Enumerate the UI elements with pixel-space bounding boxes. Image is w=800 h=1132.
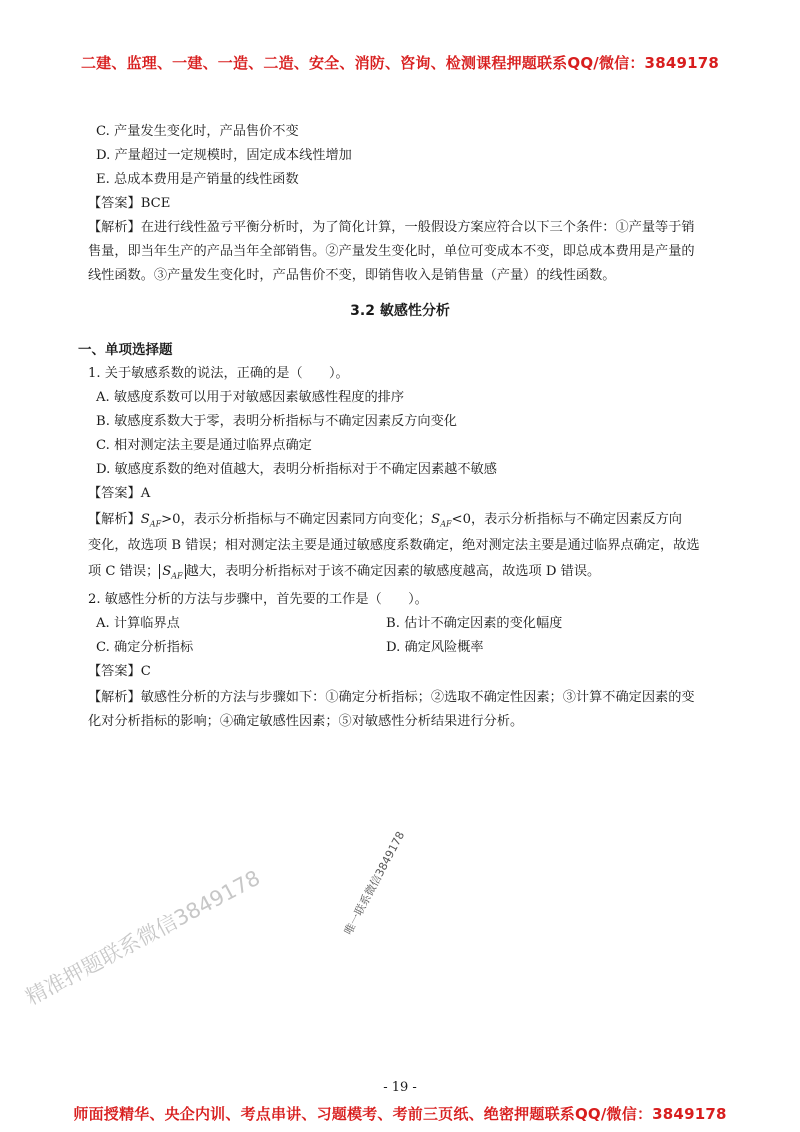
page-number: - 19 -: [383, 1080, 417, 1095]
q1-analysis-line-3: 项 C 错误； $S_{AF}$ 越大，表明分析指标对于该不确定因素的敏感度越高，故选项 D 错误。: [88, 564, 601, 581]
section-title: 3.2 敏感性分析: [350, 303, 450, 319]
q1-stem: 1. 关于敏感系数的说法，正确的是（ ）。: [88, 366, 349, 381]
q2-option-a: A. 计算临界点: [96, 616, 180, 631]
q1-analysis-line-1: 【解析】$S_{AF}>0$，表示分析指标与不确定因素同方向变化；$S_{AF}<0$，表示分析指标与不确定因素反方向: [88, 512, 682, 529]
abs-sensitivity-symbol: $S_{AF}$: [159, 564, 185, 579]
q2-analysis-line: 化对分析指标的影响；④确定敏感性因素；⑤对敏感性分析结果进行分析。: [88, 714, 524, 729]
q1-option-a: A. 敏感度系数可以用于对敏感因素敏感性程度的排序: [96, 390, 405, 405]
watermark-diagonal: 精准押题联系微信3849178: [21, 865, 265, 1010]
prev-analysis-line: 线性函数。③产量发生变化时，产品售价不变，即销售收入是销售量（产量）的线性函数。: [88, 268, 616, 283]
sensitivity-symbol: $S_{AF}$: [431, 512, 452, 529]
q2-option-c: C. 确定分析指标: [96, 640, 194, 655]
q1-option-c: C. 相对测定法主要是通过临界点确定: [96, 438, 312, 453]
q2-option-b: B. 估计不确定因素的变化幅度: [386, 616, 563, 631]
subsection-title: 一、单项选择题: [78, 342, 173, 358]
prev-analysis-line: 售量，即当年生产的产品当年全部销售。②产量发生变化时，单位可变成本不变，即总成本费用是产量的: [88, 244, 695, 259]
q2-analysis-line: 【解析】敏感性分析的方法与步骤如下：①确定分析指标；②选取不确定性因素；③计算不确定因素的变: [88, 690, 695, 705]
q2-stem: 2. 敏感性分析的方法与步骤中，首先要的工作是（ ）。: [88, 592, 428, 607]
prev-option-e: E. 总成本费用是产销量的线性函数: [96, 172, 299, 187]
prev-option-c: C. 产量发生变化时，产品售价不变: [96, 124, 299, 139]
q1-answer: 【答案】A: [88, 486, 151, 501]
prev-analysis-line: 【解析】在进行线性盈亏平衡分析时，为了简化计算，一般假设方案应符合以下三个条件：①产量等于销: [88, 220, 695, 235]
q1-option-b: B. 敏感度系数大于零，表明分析指标与不确定因素反方向变化: [96, 414, 457, 429]
q2-option-d: D. 确定风险概率: [386, 640, 484, 655]
top-banner: 二建、监理、一建、一造、二造、安全、消防、咨询、检测课程押题联系QQ/微信：3849178: [80, 54, 720, 72]
prev-option-d: D. 产量超过一定规模时，固定成本线性增加: [96, 148, 352, 163]
prev-answer: 【答案】BCE: [88, 196, 171, 211]
bottom-banner: 师面授精华、央企内训、考点串讲、习题模考、考前三页纸、绝密押题联系QQ/微信：3849178: [73, 1105, 727, 1123]
q2-answer: 【答案】C: [88, 664, 151, 679]
analysis-prefix: 【解析】: [88, 512, 141, 527]
watermark-small: 唯一联系微信3849178: [341, 829, 408, 938]
q1-option-d: D. 敏感度系数的绝对值越大，表明分析指标对于不确定因素越不敏感: [96, 462, 497, 477]
q1-analysis-line-2: 变化，故选项 B 错误；相对测定法主要是通过敏感度系数确定，绝对测定法主要是通过临界点确定，故选: [88, 538, 700, 553]
sensitivity-symbol: $S_{AF}$: [140, 512, 162, 529]
